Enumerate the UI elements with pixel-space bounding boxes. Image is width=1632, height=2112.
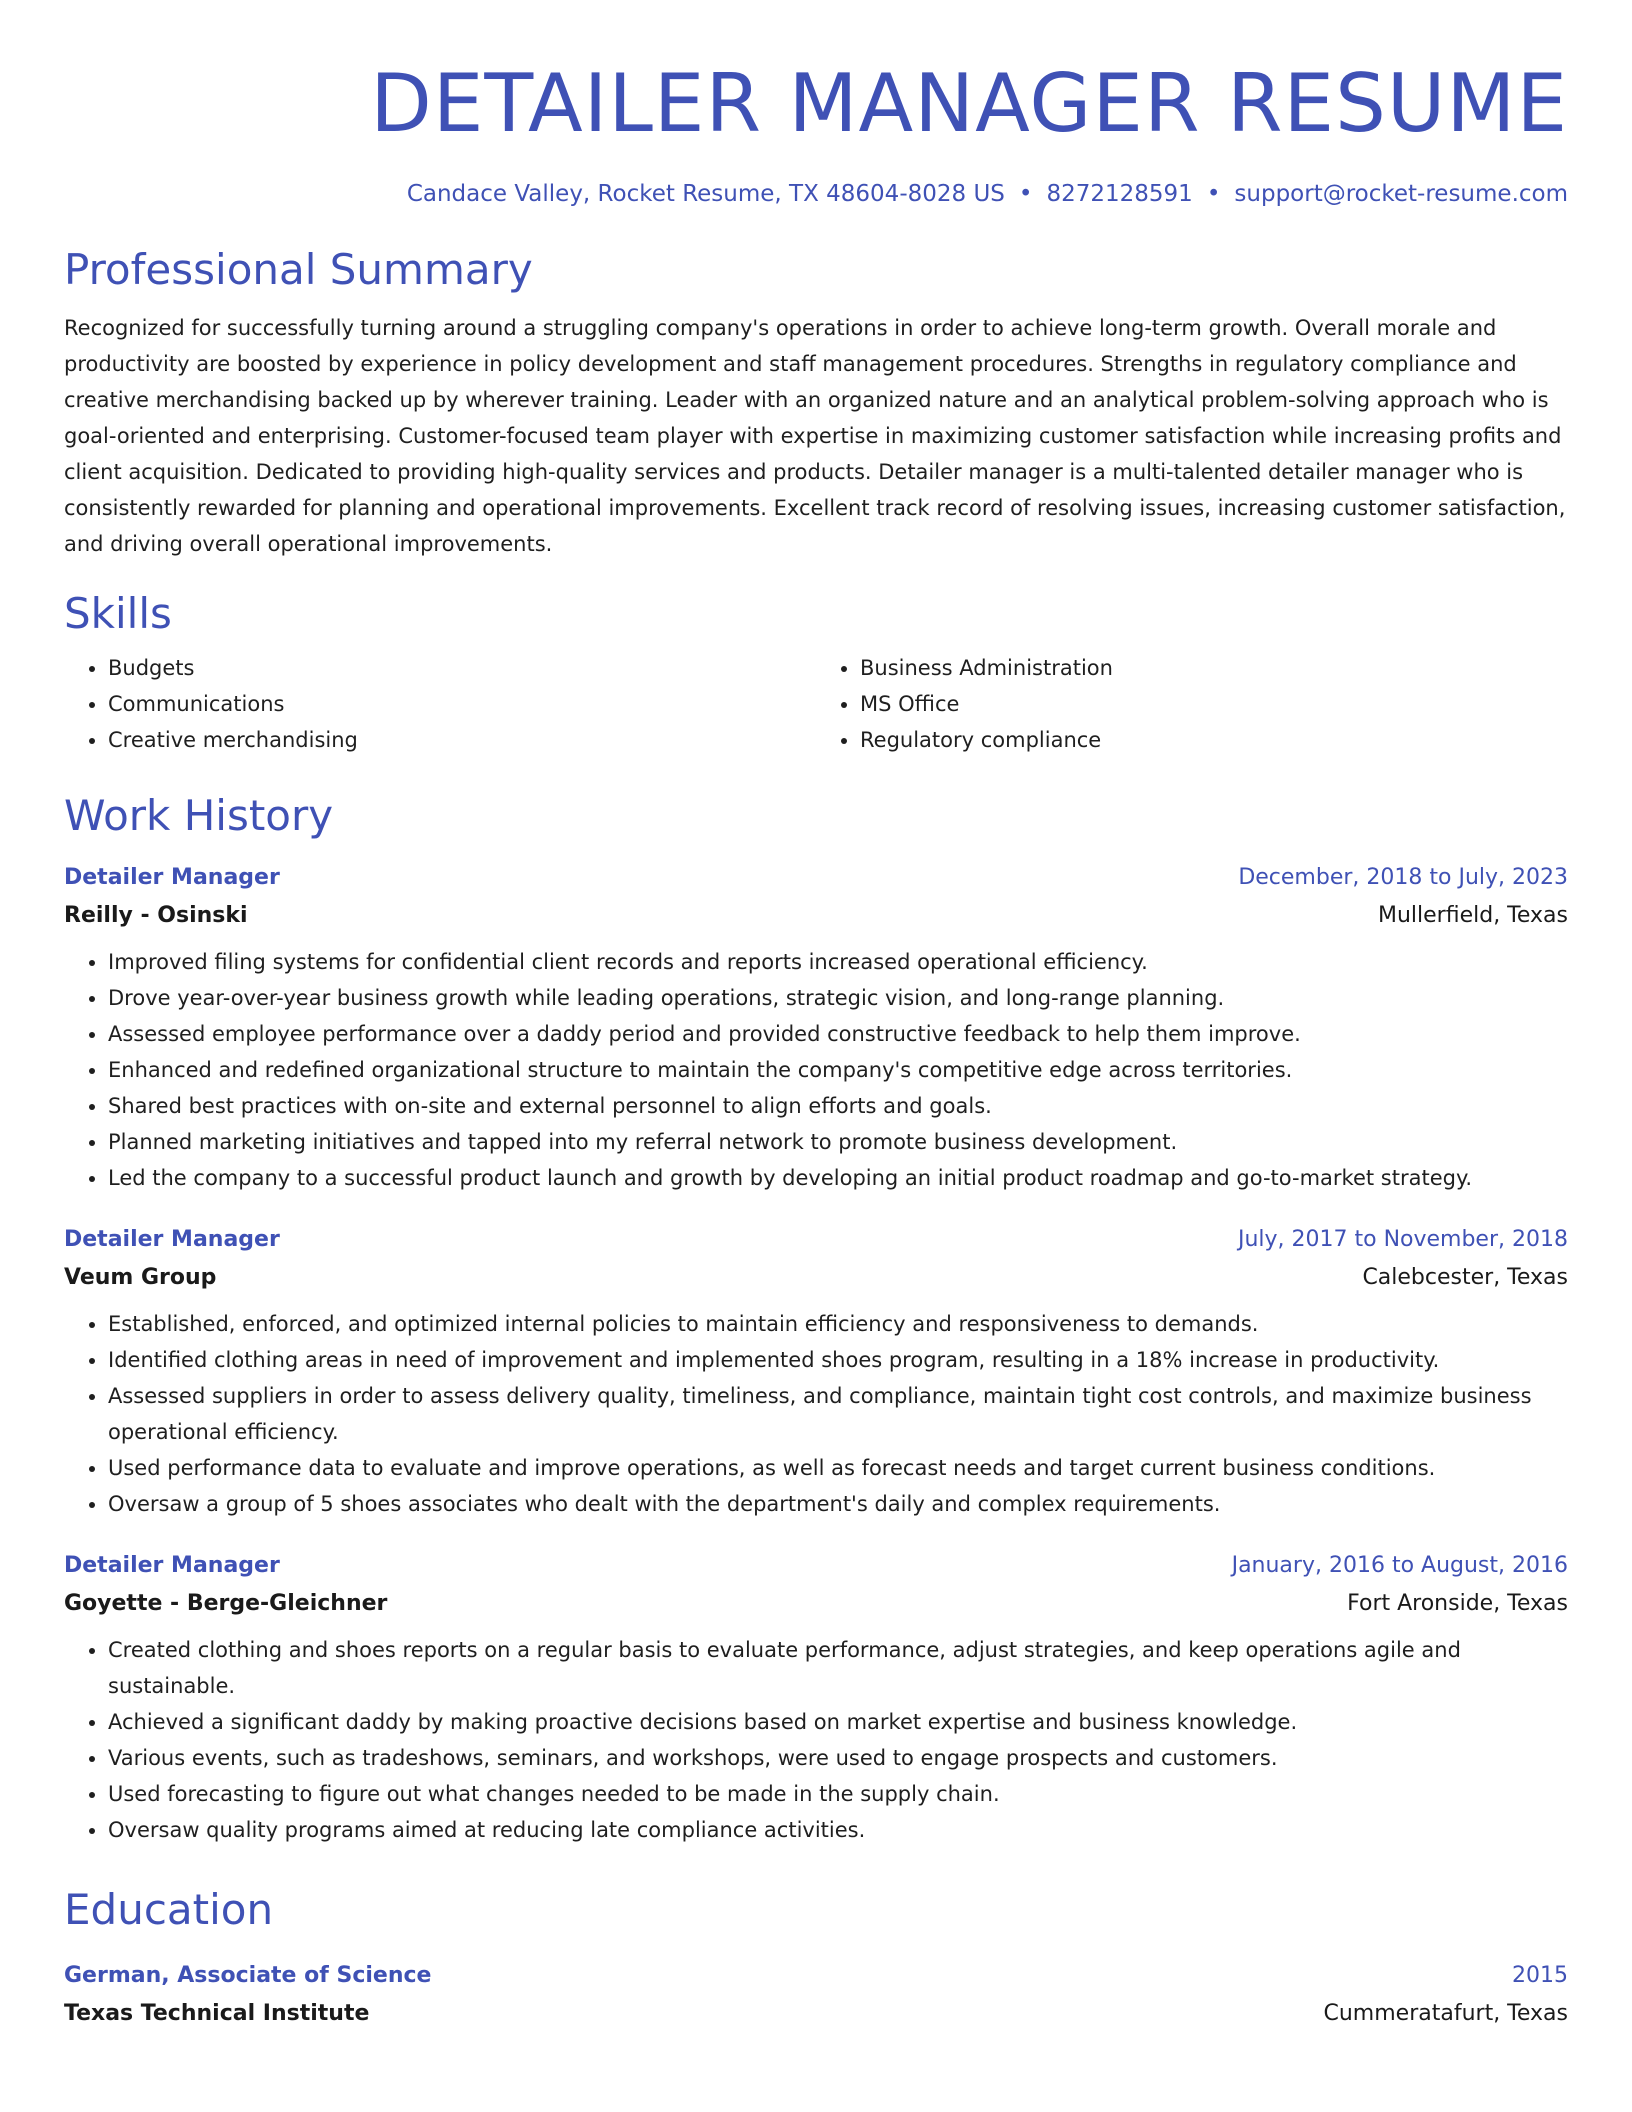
contact-phone: 8272128591 [1046,181,1193,207]
job-dates: December, 2018 to July, 2023 [1238,865,1568,890]
job-dates: July, 2017 to November, 2018 [1237,1227,1568,1252]
job-bullet: • Led the company to a successful product launch and growth by developing an initial product roadmap and go-to-market strategy. [108,1160,1568,1196]
work-history-heading: Work History [64,791,334,840]
job-bullet: • Used forecasting to figure out what changes needed to be made in the supply chain. [108,1776,1568,1812]
job-bullet: • Shared best practices with on-site and external personnel to align efforts and goals. [108,1088,1568,1124]
skill-item: • Creative merchandising [108,722,816,758]
education-entry [64,1958,1568,2034]
education-location: Cummeratafurt, Texas [1323,2001,1568,2026]
job-bullet: • Assessed employee performance over a daddy period and provided constructive feedback to help them improve. [108,1016,1568,1052]
job-bullet: • Various events, such as tradeshows, seminars, and workshops, were used to engage prospects and customers. [108,1740,1568,1776]
job-title: Detailer Manager [64,865,280,890]
job-title: Detailer Manager [64,1227,280,1252]
contact-address: Candace Valley, Rocket Resume, TX 48604-8028 US [406,181,1005,207]
job-entry [64,1548,1568,1848]
job-location: Fort Aronside, Texas [1347,1591,1568,1616]
job-header-row [64,1222,1568,1258]
job-bullet: • Oversaw quality programs aimed at reducing late compliance activities. [108,1812,1568,1848]
contact-email: support@rocket-resume.com [1234,181,1568,207]
job-bullet: • Planned marketing initiatives and tapped into my referral network to promote business development. [108,1124,1568,1160]
resume-title: DETAILER MANAGER RESUME [370,57,1568,150]
job-bullet: • Used performance data to evaluate and improve operations, as well as forecast needs and target current business conditions. [108,1450,1568,1486]
resume-header [64,56,1568,210]
education-heading: Education [64,1885,274,1934]
education-header-row [64,1958,1568,1994]
job-bullet: • Improved filing systems for confidential client records and reports increased operational efficiency. [108,944,1568,980]
job-bullet: • Drove year-over-year business growth while leading operations, strategic vision, and long-range planning. [108,980,1568,1016]
job-entry [64,1222,1568,1522]
job-company-row [64,1584,1568,1624]
job-entry [64,860,1568,1196]
job-location: Mullerfield, Texas [1378,903,1568,928]
job-company: Goyette - Berge-Gleichner [64,1591,388,1616]
job-bullet: • Oversaw a group of 5 shoes associates who dealt with the department's daily and complex requirements. [108,1486,1568,1522]
job-bullets [64,1632,1568,1848]
job-bullet: • Assessed suppliers in order to assess delivery quality, timeliness, and compliance, maintain tight cost controls, and maximize business operational efficiency. [108,1378,1568,1450]
contact-line [64,178,1568,210]
education-school-row [64,1994,1568,2034]
job-company-row [64,1258,1568,1298]
contact-separator: • [1018,181,1033,207]
education-school: Texas Technical Institute [64,2001,370,2026]
job-bullets [64,944,1568,1196]
education-degree: German, Associate of Science [64,1963,432,1988]
job-bullet: • Identified clothing areas in need of improvement and implemented shoes program, resulting in a 18% increase in productivity. [108,1342,1568,1378]
summary-heading: Professional Summary [64,245,533,294]
skills-heading: Skills [64,589,172,638]
skill-item: • Business Administration [860,650,1568,686]
job-bullets [64,1306,1568,1522]
skill-item: • Communications [108,686,816,722]
job-company-row [64,896,1568,936]
job-bullet: • Established, enforced, and optimized internal policies to maintain efficiency and responsiveness to demands. [108,1306,1568,1342]
job-dates: January, 2016 to August, 2016 [1231,1553,1568,1578]
job-bullet: • Enhanced and redefined organizational structure to maintain the company's competitive edge across territories. [108,1052,1568,1088]
education-year: 2015 [1512,1963,1568,1988]
contact-separator: • [1206,181,1221,207]
job-location: Calebcester, Texas [1362,1265,1568,1290]
summary-text: Recognized for successfully turning around a struggling company's operations in order to achieve long-term growth. Overall morale and productivity are boosted by experience in policy development and staff management procedures. Strengths in regulatory compliance and creative merchandising backed up by wherever training. Leader with an organized nature and an analytical problem-solving approach who is goal-oriented and enterprising. Customer-focused team player with expertise in maximizing customer satisfaction while increasing profits and client acquisition. Dedicated to providing high-quality services and products. Detailer manager is a multi-talented detailer manager who is consistently rewarded for planning and operational improvements. Excellent track record of resolving issues, increasing customer satisfaction, and driving overall operational improvements. [64,316,1566,556]
job-bullet: • Created clothing and shoes reports on a regular basis to evaluate performance, adjust strategies, and keep operations agile and sustainable. [108,1632,1568,1704]
skills-list [64,650,1568,758]
job-title: Detailer Manager [64,1553,280,1578]
skills-column-right [816,650,1568,758]
job-company: Veum Group [64,1265,217,1290]
job-header-row [64,860,1568,896]
skill-item: • Budgets [108,650,816,686]
job-bullet: • Achieved a significant daddy by making proactive decisions based on market expertise and business knowledge. [108,1704,1568,1740]
skill-item: • Regulatory compliance [860,722,1568,758]
job-header-row [64,1548,1568,1584]
job-company: Reilly - Osinski [64,903,248,928]
skill-item: • MS Office [860,686,1568,722]
skills-column-left [64,650,816,758]
